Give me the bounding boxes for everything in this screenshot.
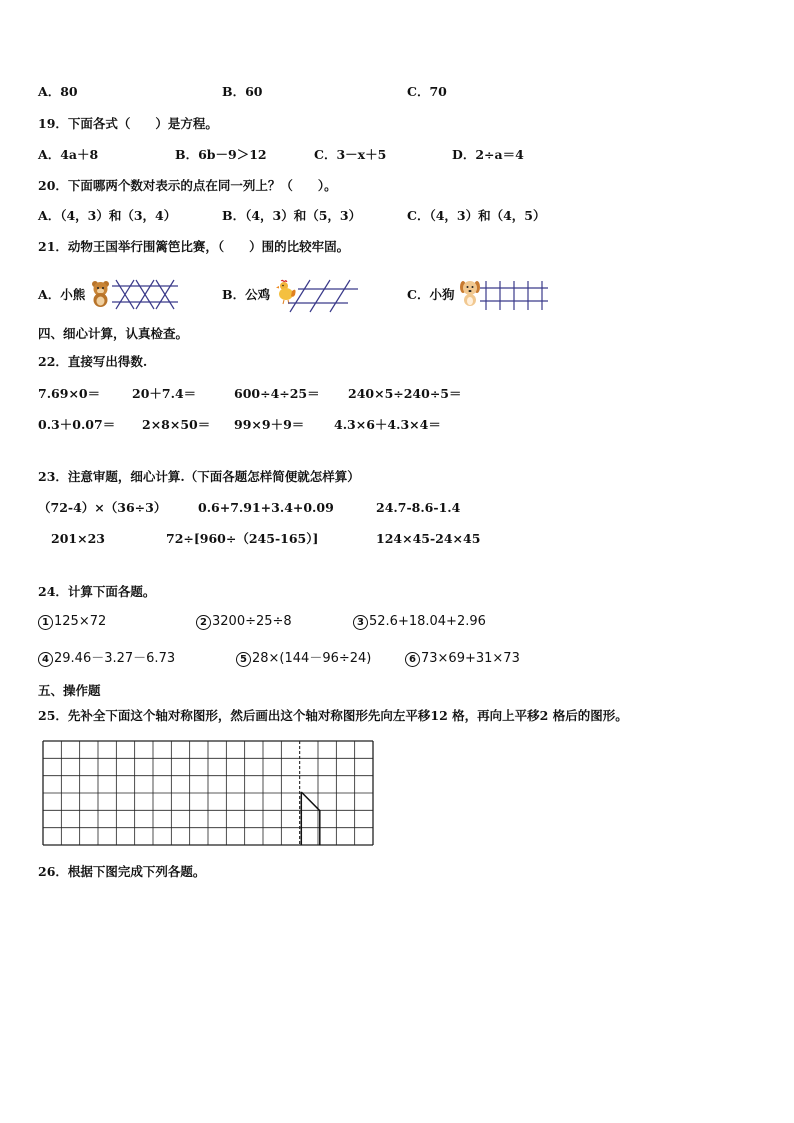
q23-expr: 0.6+7.91+3.4+0.09 [198, 500, 334, 515]
q24-item: 1 125×72 [38, 614, 106, 630]
circled-number: 1 [38, 615, 53, 630]
q25-stem: 25．先补全下面这个轴对称图形，然后画出这个轴对称图形先向左平移12 格，再向上平移2 格后的图形。 [38, 708, 628, 723]
q20-stem: 20．下面哪两个数对表示的点在同一列上？（ ）。 [38, 178, 337, 193]
q20-option-c: C．（4，3）和（4，5） [407, 208, 546, 223]
axis-symmetry-grid [42, 740, 374, 846]
puppy-icon [459, 279, 481, 307]
q22-stem: 22．直接写出得数. [38, 354, 148, 369]
q21-option-a: A．小熊 [38, 287, 86, 302]
q21-stem: 21．动物王国举行围篱笆比赛，（ ）围的比较牢固。 [38, 239, 350, 254]
q24-item: 2 3200÷25÷8 [196, 614, 292, 630]
q23-expr: 124×45-24×45 [376, 531, 481, 546]
q22-expr: 20＋7.4＝ [132, 386, 197, 401]
q20-option-a: A．（4，3）和（3，4） [38, 208, 177, 223]
bear-icon [90, 280, 112, 308]
q22-expr: 2×8×50＝ [142, 417, 211, 432]
q22-expr: 4.3×6＋4.3×4＝ [334, 417, 441, 432]
q22-expr: 0.3＋0.07＝ [38, 417, 116, 432]
q19-option-b: B．6b－9＞12 [175, 147, 267, 162]
q18-option-a: A．80 [38, 84, 78, 99]
fence-cross-icon [112, 280, 182, 310]
half-figure [301, 792, 320, 845]
circled-number: 3 [353, 615, 368, 630]
q22-expr: 240×5÷240÷5＝ [348, 386, 462, 401]
q24-item: 5 28×(144－96÷24) [236, 651, 371, 667]
section-5-heading: 五、操作题 [38, 683, 101, 698]
q22-expr: 99×9＋9＝ [234, 417, 305, 432]
q21-option-b: B．公鸡 [222, 287, 271, 302]
q26-stem: 26．根据下图完成下列各题。 [38, 864, 206, 879]
fence-grid-icon [480, 281, 550, 311]
q23-stem: 23．注意审题，细心计算.（下面各题怎样简便就怎样算） [38, 469, 360, 484]
q24-item: 6 73×69+31×73 [405, 651, 520, 667]
q24-item: 3 52.6+18.04+2.96 [353, 614, 486, 630]
q23-expr: （72-4）×（36÷3） [38, 500, 167, 515]
q18-option-c: C．70 [407, 84, 447, 99]
circled-number: 2 [196, 615, 211, 630]
q22-expr: 600÷4÷25＝ [234, 386, 320, 401]
q24-item: 4 29.46－3.27－6.73 [38, 651, 175, 667]
q19-stem: 19．下面各式（ ）是方程。 [38, 116, 218, 131]
q19-option-a: A．4a＋8 [38, 147, 99, 162]
q21-option-c: C．小狗 [407, 287, 455, 302]
section-4-heading: 四、细心计算，认真检查。 [38, 326, 189, 341]
circled-number: 6 [405, 652, 420, 667]
q18-option-b: B．60 [222, 84, 263, 99]
q19-option-c: C．3－x＋5 [314, 147, 387, 162]
circled-number: 5 [236, 652, 251, 667]
q20-option-b: B．（4，3）和（5，3） [222, 208, 362, 223]
fence-slant-icon [288, 279, 360, 313]
q24-stem: 24．计算下面各题。 [38, 584, 156, 599]
q19-option-d: D．2÷a＝4 [452, 147, 524, 162]
q23-expr: 24.7-8.6-1.4 [376, 500, 461, 515]
circled-number: 4 [38, 652, 53, 667]
q23-expr: 72÷[960÷（245-165）] [166, 531, 319, 546]
q22-expr: 7.69×0＝ [38, 386, 101, 401]
q23-expr: 201×23 [51, 531, 105, 546]
